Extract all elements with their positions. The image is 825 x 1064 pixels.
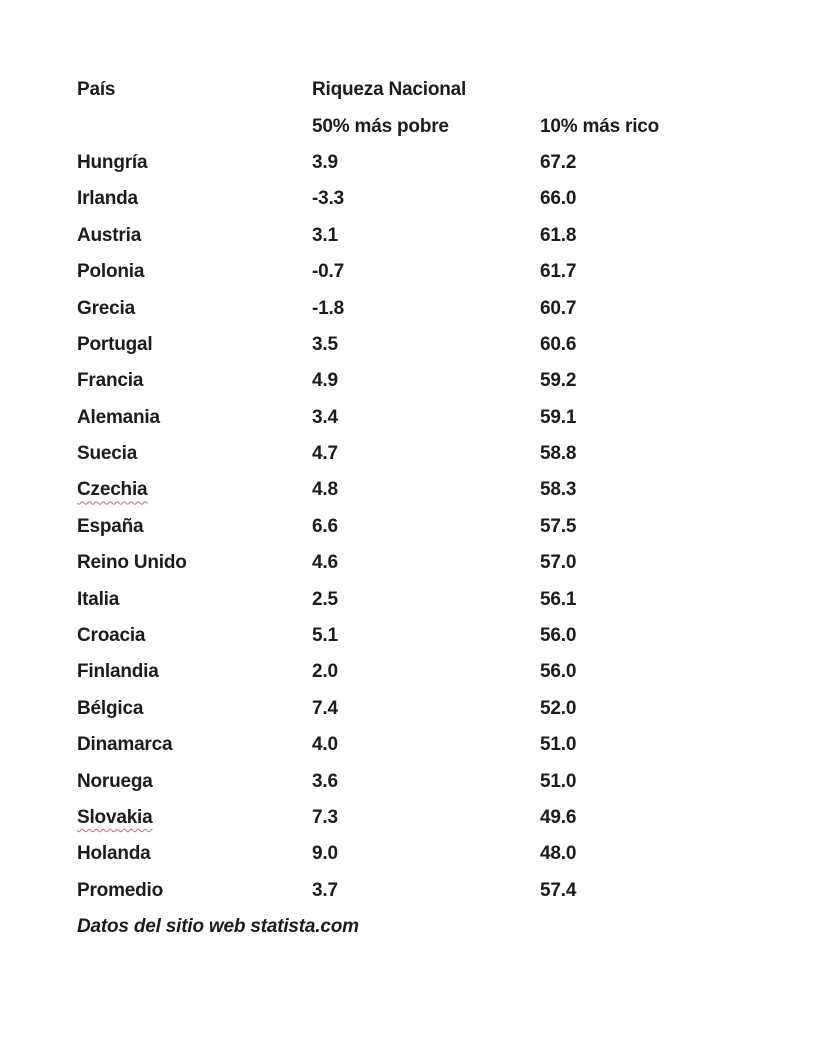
- rich10-cell: 56.0: [540, 661, 577, 683]
- rich10-cell: 58.3: [540, 479, 577, 501]
- table-row: [77, 327, 757, 363]
- country-cell: Grecia: [77, 297, 135, 319]
- group-column-header: Riqueza Nacional: [312, 79, 467, 101]
- poor50-cell: 4.8: [312, 479, 338, 501]
- country-cell: Irlanda: [77, 188, 138, 210]
- poor50-cell: 3.1: [312, 224, 338, 246]
- table-row: [77, 836, 757, 872]
- country-cell: Croacia: [77, 625, 146, 647]
- country-cell: Promedio: [77, 879, 164, 901]
- country-cell: Holanda: [77, 843, 151, 865]
- table-row: [77, 436, 757, 472]
- table-row: [77, 691, 757, 727]
- wealth-table: [77, 72, 757, 945]
- country-cell: Czechia: [77, 479, 148, 501]
- poor50-cell: 6.6: [312, 515, 338, 537]
- country-cell: Noruega: [77, 770, 153, 792]
- poor50-cell: -3.3: [312, 188, 344, 210]
- table-row: [77, 545, 757, 581]
- poor50-cell: 7.3: [312, 807, 338, 828]
- rich10-column-header: 10% más rico: [540, 115, 660, 137]
- poor50-cell: 4.6: [312, 552, 338, 574]
- poor50-cell: 3.4: [312, 406, 338, 428]
- country-cell: Francia: [77, 370, 144, 392]
- rich10-cell: 58.8: [540, 443, 577, 465]
- poor50-cell: 4.0: [312, 734, 338, 756]
- table-row: [77, 509, 757, 545]
- table-row: [77, 618, 757, 654]
- rich10-cell: 49.6: [540, 807, 577, 828]
- country-cell: Polonia: [77, 261, 145, 283]
- country-column-header: País: [77, 79, 116, 101]
- table-row: [77, 400, 757, 436]
- rich10-cell: 66.0: [540, 188, 577, 210]
- poor50-cell: 5.1: [312, 625, 338, 647]
- rich10-cell: 60.6: [540, 333, 577, 355]
- poor50-cell: 2.5: [312, 588, 338, 610]
- rich10-cell: 51.0: [540, 770, 577, 792]
- poor50-cell: -0.7: [312, 261, 344, 283]
- rich10-cell: 56.0: [540, 625, 577, 647]
- rich10-cell: 48.0: [540, 843, 577, 865]
- table-row: [77, 363, 757, 399]
- poor50-cell: 3.7: [312, 879, 338, 901]
- rich10-cell: 56.1: [540, 588, 577, 610]
- poor50-cell: 2.0: [312, 661, 338, 683]
- table-row: [77, 727, 757, 763]
- poor50-cell: 3.5: [312, 333, 338, 355]
- table-subheader-row: [77, 108, 757, 144]
- rich10-cell: 59.1: [540, 406, 577, 428]
- country-cell: Alemania: [77, 406, 160, 428]
- poor50-cell: 4.9: [312, 370, 338, 392]
- country-cell: Suecia: [77, 443, 138, 465]
- country-cell: Reino Unido: [77, 552, 187, 574]
- country-cell: Hungría: [77, 151, 148, 173]
- country-cell: Austria: [77, 224, 142, 246]
- table-row: [77, 181, 757, 217]
- poor50-cell: 3.9: [312, 151, 338, 173]
- table-body: [77, 145, 757, 909]
- rich10-cell: 57.0: [540, 552, 577, 574]
- country-cell: España: [77, 515, 144, 537]
- table-row: [77, 763, 757, 799]
- rich10-cell: 57.4: [540, 879, 577, 901]
- rich10-cell: 57.5: [540, 515, 577, 537]
- country-cell: Dinamarca: [77, 734, 173, 756]
- rich10-cell: 67.2: [540, 151, 577, 173]
- poor50-cell: 7.4: [312, 697, 338, 719]
- table-row: [77, 472, 757, 508]
- rich10-cell: 60.7: [540, 297, 577, 319]
- country-cell: Portugal: [77, 333, 153, 355]
- poor50-cell: 4.7: [312, 443, 338, 465]
- rich10-cell: 52.0: [540, 697, 577, 719]
- table-row: [77, 873, 757, 909]
- table-header-row: [77, 72, 757, 108]
- table-row: [77, 654, 757, 690]
- table-row: [77, 290, 757, 326]
- table-row: [77, 800, 757, 836]
- table-row: [77, 581, 757, 617]
- country-cell: Finlandia: [77, 661, 159, 683]
- country-cell: Bélgica: [77, 697, 144, 719]
- rich10-cell: 61.7: [540, 261, 577, 283]
- rich10-cell: 51.0: [540, 734, 577, 756]
- rich10-cell: 59.2: [540, 370, 577, 392]
- poor50-cell: 3.6: [312, 770, 338, 792]
- rich10-cell: 61.8: [540, 224, 577, 246]
- table-row: [77, 145, 757, 181]
- country-cell: Slovakia: [77, 807, 153, 828]
- country-cell: Italia: [77, 588, 120, 610]
- table-row: [77, 254, 757, 290]
- poor50-column-header: 50% más pobre: [312, 115, 449, 137]
- table-row: [77, 218, 757, 254]
- poor50-cell: -1.8: [312, 297, 344, 319]
- poor50-cell: 9.0: [312, 843, 338, 865]
- source-note: Datos del sitio web statista.com: [77, 916, 359, 938]
